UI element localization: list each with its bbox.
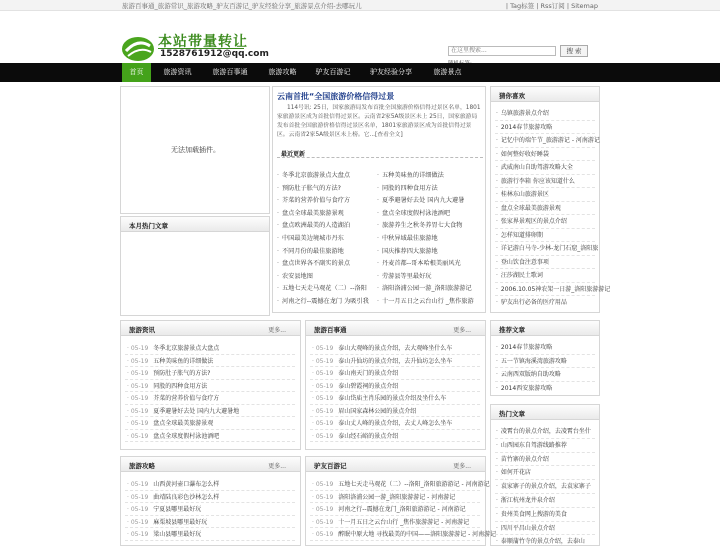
list-item[interactable]: · 云南西双版纳自助攻略 (496, 369, 596, 378)
list-divider (495, 174, 595, 175)
table-row[interactable] (312, 504, 480, 513)
item-title[interactable]: 洛阳洛浦公园一游_洛阳旅游游记 - 河南游记 (338, 493, 456, 501)
box-header (121, 321, 300, 336)
list-divider (125, 540, 295, 541)
hot-articles-box (490, 404, 600, 546)
item-title[interactable]: 泰山岱庙主肖乐园的景点介绍及坐什么车 (338, 395, 447, 402)
latest-item[interactable]: · 洛阳洛浦公园一游_洛阳旅游游记 (377, 283, 481, 292)
item-title[interactable]: 河南之行--震撼在龙门_洛阳旅游游记 - 河南游记 (338, 506, 466, 513)
more-link[interactable]: 更多... (268, 463, 286, 470)
nav-scenic-spots[interactable]: 旅游景点 (433, 68, 462, 76)
box-title: 本月热门文章 (129, 222, 168, 230)
item-date: · 05-19 (312, 494, 333, 501)
item-date: · 05-19 (127, 383, 148, 390)
list-divider (310, 490, 480, 491)
item-title[interactable]: 醉眠中原大地 寻找最美的中国——洛阳旅游游记 - 河南游记 (338, 531, 497, 538)
list-divider (495, 187, 595, 188)
list-divider (495, 268, 595, 269)
list-item[interactable]: · 山西园东自驾游线路推荐 (496, 440, 596, 449)
logo-contact: 1528761912@qq.com (160, 49, 269, 59)
list-item[interactable]: · 浙江杭州龙井泉介绍 (496, 495, 596, 504)
list-item[interactable]: · 如何整好收好睡袋 (496, 149, 596, 158)
logo-icon[interactable] (120, 34, 156, 64)
item-title[interactable]: 宁夏县哪里最好玩 (153, 506, 202, 513)
list-divider (495, 120, 595, 121)
top-bar (0, 0, 720, 11)
table-row[interactable] (312, 492, 480, 501)
nav-experience[interactable]: 驴友经验分享 (370, 68, 412, 76)
list-item[interactable]: · 怎样知道排卵期 (496, 230, 596, 239)
box-header (306, 457, 485, 472)
list-item[interactable]: · 武威南山自助驾游攻略大全 (496, 162, 596, 171)
more-link[interactable]: 更多... (453, 463, 471, 470)
latest-item[interactable]: · 芥菜的营养价值与食疗方 (277, 195, 375, 204)
list-divider (310, 441, 480, 442)
list-divider (495, 367, 595, 368)
guess-you-like-box (490, 86, 611, 313)
table-row[interactable] (312, 356, 480, 365)
list-item[interactable]: · 凌霄台的景点介绍，去凌霄台坐什 (496, 426, 596, 435)
list-divider (495, 479, 595, 480)
item-date: · 05-19 (312, 358, 333, 365)
box-header (491, 87, 599, 102)
box-header (491, 405, 599, 420)
box-title: 驴友百游记 (314, 462, 347, 470)
list-divider (310, 429, 480, 430)
box-title: 猜你喜欢 (499, 92, 525, 100)
table-row[interactable] (127, 517, 295, 526)
item-date: · 05-19 (127, 494, 148, 501)
list-item[interactable]: · 张家界景观区的景点介绍 (496, 216, 596, 225)
item-date: · 05-19 (312, 370, 333, 377)
table-row[interactable] (127, 431, 295, 440)
item-title[interactable]: 泰山南天门的景点介绍 (338, 370, 399, 377)
table-row[interactable] (312, 368, 480, 377)
list-divider (495, 465, 595, 466)
list-divider (310, 416, 480, 417)
item-date: · 05-19 (312, 345, 333, 352)
item-date: · 05-19 (127, 370, 148, 377)
latest-item[interactable]: · 盘点世界各不副实的景点 (277, 258, 375, 267)
item-title[interactable]: 五种美味鱼的详细做法 (153, 357, 214, 365)
search-input[interactable]: 在这里搜索... (448, 46, 556, 56)
box-title: 旅游百事通 (314, 326, 347, 334)
table-row[interactable] (312, 343, 480, 352)
box-title: 热门文章 (499, 410, 525, 418)
list-divider (495, 201, 595, 202)
latest-item[interactable]: · 五种美味鱼的详细做法 (377, 170, 481, 179)
box-header (121, 217, 269, 232)
logo-title[interactable]: 本站带量转让 (158, 34, 248, 50)
list-divider (125, 502, 295, 503)
item-title[interactable]: 麻栗坡县哪里最好玩 (153, 518, 208, 526)
category-box-tips (305, 320, 486, 450)
item-date: · 05-19 (312, 383, 333, 390)
list-divider (495, 534, 595, 535)
latest-item[interactable]: · 夏季避暑好去处 国内九大避暑 (377, 195, 481, 204)
list-item[interactable]: · 桂林东山旅游景区 (496, 189, 596, 198)
item-title[interactable]: 芥菜的营养价值与食疗方 (153, 395, 220, 402)
item-date: · 05-19 (312, 395, 333, 402)
item-title[interactable]: 泰山升仙坊的景点介绍，去升仙坊怎么坐车 (338, 357, 453, 365)
item-date: · 05-19 (312, 531, 333, 538)
list-divider (125, 429, 295, 430)
list-divider (495, 241, 595, 242)
item-date: · 05-19 (127, 481, 148, 488)
item-title[interactable]: 曲靖陆良彩色沙林怎么样 (153, 493, 220, 501)
list-item[interactable]: · 2014春节旅游攻略 (496, 342, 596, 351)
item-date: · 05-19 (127, 433, 148, 440)
list-divider (125, 441, 295, 442)
list-divider (495, 381, 595, 382)
table-row[interactable] (127, 381, 295, 390)
item-title[interactable]: 泰山大观峰的景点介绍，去大观峰坐什么车 (338, 345, 453, 352)
list-divider (495, 228, 595, 229)
list-item[interactable]: · 如何开花店 (496, 467, 596, 476)
item-title[interactable]: 预防肚子胀气的方法? (153, 370, 211, 377)
box-header (121, 457, 300, 472)
list-divider (125, 354, 295, 355)
nav-travel-notes[interactable]: 驴友百游记 (315, 68, 351, 76)
latest-item[interactable]: · 盘点全球度假村泳池酒吧 (377, 208, 481, 217)
nav-travel-guide[interactable]: 旅游攻略 (268, 68, 297, 76)
table-row[interactable] (312, 406, 480, 415)
more-link[interactable]: 更多... (453, 327, 471, 334)
item-date: · 05-19 (312, 506, 333, 513)
latest-item[interactable]: · 丹麦首都--哥本哈根美丽风光 (377, 258, 481, 267)
latest-item[interactable]: · 中秋异域最佳旅游地 (377, 233, 481, 242)
table-row[interactable] (312, 479, 490, 488)
list-item[interactable]: · 详记游白马寺-少林-龙门石窟_洛阳旅 (496, 243, 596, 252)
item-title[interactable]: 山西黄河壶口瀑布怎么样 (153, 481, 220, 488)
list-divider (310, 379, 480, 380)
list-item[interactable]: · 2014春节旅游攻略 (496, 122, 596, 131)
list-divider (495, 160, 595, 161)
table-row[interactable] (127, 492, 295, 501)
category-box-guide (120, 456, 301, 546)
featured-text: 114号讯: 25日，国家旅游局发布首批全国旅游价格信得过景区名单，1801家旅游景区成为首批信得过景区。云南省2家5A级景区未上 25日，国家旅游局发布首批全国旅游价格信得过景区名单，1801家旅游景区成为首批信得过景区。云南省2家5A级景区未上榜。它...[查看全文] (277, 105, 481, 138)
table-row[interactable] (127, 393, 295, 402)
list-divider (495, 214, 595, 215)
latest-item[interactable]: · 劳游县等里最好玩 (377, 271, 481, 280)
table-row[interactable] (127, 529, 295, 538)
main-nav (0, 63, 720, 82)
list-divider (495, 452, 595, 453)
table-row[interactable] (312, 517, 480, 526)
table-row[interactable] (127, 504, 295, 513)
list-item[interactable]: · 2006.10.05神农架一日游_洛阳旅游游记 (496, 284, 596, 293)
list-divider (495, 354, 595, 355)
list-divider (495, 255, 595, 256)
list-divider (125, 515, 295, 516)
latest-item[interactable]: · 十一月五日之云台山行 _焦作旅游 (377, 296, 481, 305)
latest-item[interactable]: · 盘点欧洲最美的人造湖泊 (277, 220, 375, 229)
site-tagline: 旅游百事通_旅游常识_旅游攻略_驴友百游记_驴友经验分享_旅游景点介绍-去哪玩儿 (122, 2, 362, 10)
list-divider (310, 527, 480, 528)
nav-travel-tips[interactable]: 旅游百事通 (212, 68, 248, 76)
item-title[interactable]: 眉山国家森林公园的景点介绍 (338, 407, 417, 415)
table-row[interactable] (312, 431, 480, 440)
item-title[interactable]: 泰山碧霞祠的景点介绍 (338, 382, 399, 390)
list-divider (310, 540, 480, 541)
list-item[interactable]: · 苗竹寨的景点介绍 (496, 454, 596, 463)
list-divider (125, 490, 295, 491)
latest-item[interactable]: · 盘点全球最美旅游景观 (277, 208, 375, 217)
item-title[interactable]: 梁山县哪里最好玩 (153, 531, 202, 538)
item-title[interactable]: 盘点全球度假村泳池酒吧 (153, 432, 220, 440)
left-plugin-box (120, 86, 270, 214)
list-divider (310, 502, 480, 503)
list-divider (495, 493, 595, 494)
list-item[interactable]: · 贵州美食网上搜游的美食 (496, 509, 596, 518)
table-row[interactable] (312, 393, 480, 402)
top-links[interactable]: | Tag标签 | Rss订阅 | Sitemap (505, 2, 598, 10)
header (0, 11, 720, 63)
list-divider (495, 438, 595, 439)
item-title[interactable]: 十一月五日之云台山行 _焦作旅游游记 - 河南游记 (338, 518, 470, 526)
list-divider (125, 379, 295, 380)
recommended-box (490, 320, 600, 396)
latest-item[interactable]: · 农安县地图 (277, 271, 375, 280)
nav-travel-news[interactable]: 旅游资讯 (163, 68, 192, 76)
list-divider (495, 521, 595, 522)
list-divider (125, 391, 295, 392)
latest-divider (277, 157, 483, 158)
list-item[interactable]: · 旅游行李箱 你应该知道什么 (496, 176, 596, 185)
list-divider (310, 391, 480, 392)
box-header (306, 321, 485, 336)
list-item[interactable]: · 袁家寨子的景点介绍，去袁家寨子 (496, 481, 596, 490)
item-date: · 05-19 (127, 506, 148, 513)
item-title[interactable]: 同股的四种食用方法 (153, 382, 208, 390)
item-date: · 05-19 (312, 433, 333, 440)
list-divider (310, 515, 480, 516)
item-title[interactable]: 泰山经石峪的景点介绍 (338, 432, 399, 440)
latest-label: 最近更新 (281, 151, 306, 158)
list-divider (125, 527, 295, 528)
list-divider (125, 416, 295, 417)
list-divider (495, 295, 595, 296)
no-plugin-text: 无法加载插件。 (171, 146, 220, 154)
item-date: · 05-19 (312, 481, 333, 488)
list-item[interactable]: · 五一节镇海溪湾旅游攻略 (496, 356, 596, 365)
item-date: · 05-19 (127, 420, 148, 427)
item-title[interactable]: 泰山丈人峰的景点介绍，去丈人峰怎么坐车 (338, 420, 453, 427)
item-title[interactable]: 冬季北京旅游景点大盘点 (153, 345, 220, 352)
table-row[interactable] (127, 368, 295, 377)
list-item[interactable]: · 记忆中的端午节_旅游游记 - 河南游记 (496, 135, 596, 144)
featured-title[interactable]: 云南首批“全国旅游价格信得过景 (277, 92, 395, 101)
monthly-hot-box (120, 216, 270, 316)
latest-item[interactable]: · 预防肚子胀气的方法? (277, 183, 375, 192)
table-row[interactable] (127, 479, 295, 488)
box-title: 旅游资讯 (129, 326, 155, 334)
latest-item[interactable]: · 旅游养生之秋冬养胃七大食物 (377, 220, 481, 229)
item-date: · 05-19 (127, 358, 148, 365)
item-title[interactable]: 五地七天走马观花（二）--洛阳_洛阳旅游游记 - 河南游记 (338, 481, 490, 488)
latest-item[interactable]: · 冬季北京旅游景点大盘点 (277, 170, 375, 179)
table-row[interactable] (127, 418, 295, 427)
list-item[interactable]: · 驴友出行必备的医疗用品 (496, 297, 596, 306)
nav-home[interactable]: 首页 (122, 63, 151, 82)
item-date: · 05-19 (312, 519, 333, 526)
latest-item[interactable]: · 同股的四种食用方法 (377, 183, 481, 192)
list-divider (310, 404, 480, 405)
latest-item[interactable]: · 中国最美边境城市丹东 (277, 233, 375, 242)
category-box-notes (305, 456, 497, 546)
latest-item[interactable]: · 国庆推荐四大旅游地 (377, 246, 481, 255)
list-divider (495, 147, 595, 148)
search-button[interactable]: 搜 索 (560, 45, 588, 57)
category-box-news (120, 320, 301, 450)
table-row[interactable] (312, 381, 480, 390)
more-link[interactable]: 更多... (268, 327, 286, 334)
table-row[interactable] (127, 406, 295, 415)
list-divider (310, 366, 480, 367)
item-title[interactable]: 夏季避暑好去处 国内九大避暑地 (153, 407, 240, 415)
box-header (491, 321, 599, 336)
latest-item[interactable]: · 河南之行--震撼在龙门 为吸引我 (277, 296, 375, 305)
list-item[interactable]: · 乌镇旅游景点介绍 (496, 108, 596, 117)
table-row[interactable] (312, 418, 480, 427)
item-date: · 05-19 (312, 408, 333, 415)
list-divider (495, 282, 595, 283)
table-row[interactable] (312, 529, 497, 538)
list-divider (495, 507, 595, 508)
list-divider (125, 366, 295, 367)
list-divider (310, 354, 480, 355)
item-date: · 05-19 (127, 408, 148, 415)
item-date: · 05-19 (127, 345, 148, 352)
list-divider (495, 133, 595, 134)
list-item[interactable]: · 四川平昌山景点介绍 (496, 523, 596, 532)
table-row[interactable] (127, 356, 295, 365)
table-row[interactable] (127, 343, 295, 352)
box-title: 推荐文章 (499, 326, 525, 334)
item-date: · 05-19 (127, 395, 148, 402)
list-item[interactable]: · 汪莎湖民土歌词 (496, 270, 596, 279)
box-title: 旅游攻略 (129, 462, 155, 470)
list-item[interactable]: · 2014西安旅游攻略 (496, 383, 596, 392)
list-item[interactable]: · 泰顺蒲竹寺的景点介绍，去泰山 (496, 536, 596, 545)
list-divider (125, 404, 295, 405)
list-item[interactable]: · 盘点全球最美旅游景观 (496, 203, 596, 212)
item-title[interactable]: 盘点全球最美旅游景观 (153, 420, 214, 427)
item-date: · 05-19 (127, 519, 148, 526)
item-date: · 05-19 (312, 420, 333, 427)
item-date: · 05-19 (127, 531, 148, 538)
latest-item[interactable]: · 五地七天走马观花（二）--洛阳 (277, 283, 375, 292)
latest-item[interactable]: · 不同月份的最佳旅游地 (277, 246, 375, 255)
list-item[interactable]: · 登山饮食注意事项 (496, 257, 596, 266)
